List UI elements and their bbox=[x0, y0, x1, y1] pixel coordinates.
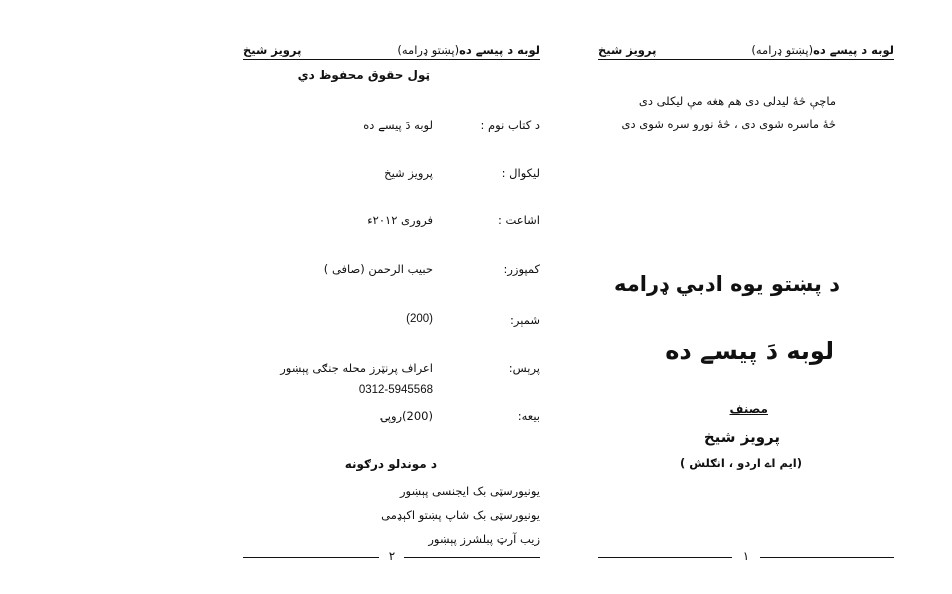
shop-item: زیب آرټ پبلشرز پېښور bbox=[428, 532, 540, 546]
subtitle: د پښتو يوه ادبي ډرامه bbox=[614, 272, 840, 296]
right-header-rule bbox=[598, 59, 894, 60]
right-page-number: ۱ bbox=[742, 549, 750, 563]
right-header-title-paren: (پښتو ډرامه) bbox=[751, 43, 814, 57]
left-footer-rule-right bbox=[404, 557, 540, 558]
left-header-title-paren: (پښتو ډرامه) bbox=[397, 43, 460, 57]
main-title: لوبه دَ پیسے ده bbox=[665, 337, 834, 365]
author-heading: مصنف bbox=[729, 402, 768, 416]
right-header-title bbox=[751, 43, 894, 57]
left-rights-line: ټول حقوق محفوظ دي bbox=[297, 68, 430, 82]
left-page-number: ۲ bbox=[388, 549, 396, 563]
shop-item: یونیورسټی بک ایجنسی پېښور bbox=[399, 484, 540, 498]
shop-item: یونیورسټی بک شاپ پښتو اکېډمی bbox=[381, 508, 540, 522]
info-value-publication: فروری ۲۰۱۲ء bbox=[367, 213, 433, 227]
epigraph-line: څۀ ماسره شوی دی ، څۀ نورو سره شوی دی bbox=[621, 117, 836, 131]
info-label-price: بیعه: bbox=[517, 409, 540, 423]
right-header-author: پرویز شیخ bbox=[598, 43, 657, 57]
info-value-press: اعراف پرنټرز محله جنګی پېښور bbox=[280, 361, 433, 375]
epigraph-line: ماچې څۀ لیدلی دی هم هغه مې لیکلی دی bbox=[638, 94, 836, 108]
info-value-author: پرویز شیخ bbox=[384, 166, 433, 180]
info-label-press: پرېس: bbox=[508, 361, 540, 375]
right-footer-rule-left bbox=[598, 557, 732, 558]
info-label-composer: کمپوزر: bbox=[503, 262, 540, 276]
info-value-composer: حبیب الرحمن (صافی ) bbox=[323, 262, 433, 276]
left-header-title-bold: لوبه د پیسے ده bbox=[459, 43, 540, 57]
info-value-price: (200)روپۍ bbox=[381, 409, 433, 423]
availability-heading: د موندلو درګونه bbox=[344, 457, 437, 471]
info-value-quantity: (200) bbox=[406, 313, 433, 325]
left-footer-rule-left bbox=[243, 557, 379, 558]
left-header-author: پرویز شیخ bbox=[243, 43, 302, 57]
right-footer-rule-right bbox=[760, 557, 894, 558]
info-label-publication: اشاعت : bbox=[497, 213, 540, 227]
info-label-author: لیکوال : bbox=[501, 166, 540, 180]
info-value-press-phone: 0312-5945568 bbox=[358, 384, 433, 396]
left-header-rule bbox=[243, 59, 540, 60]
info-label-book-name: د کتاب نوم : bbox=[480, 118, 540, 132]
author-degree: (ایم اے اردو ، انګلش ) bbox=[679, 456, 802, 470]
info-label-quantity: شمېر: bbox=[510, 313, 540, 327]
left-header-title bbox=[397, 43, 540, 57]
author-name: پرویز شیخ bbox=[703, 428, 780, 446]
info-value-book-name: لوبه دَ پیسے ده bbox=[363, 118, 433, 132]
right-header-title-bold: لوبه د پیسے ده bbox=[813, 43, 894, 57]
